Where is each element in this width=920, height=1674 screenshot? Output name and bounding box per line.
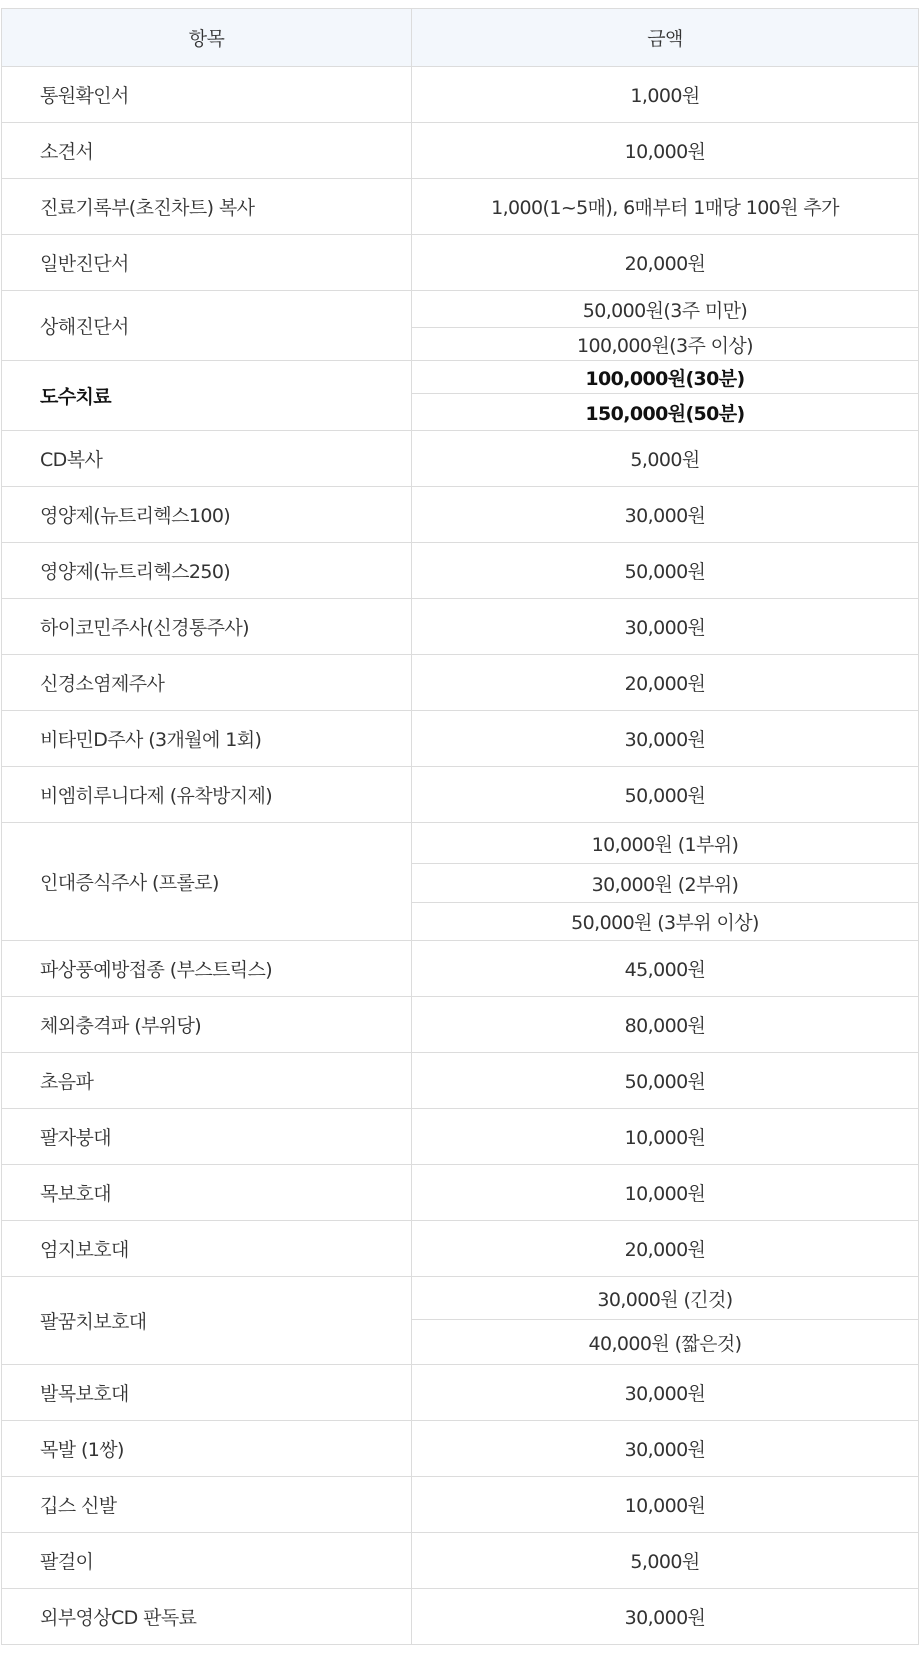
item-cell: 팔걸이 <box>2 1533 412 1589</box>
price-cell: 80,000원 <box>412 997 919 1053</box>
price-cell: 10,000원 (1부위) <box>412 823 919 864</box>
item-cell: 하이코민주사(신경통주사) <box>2 599 412 655</box>
item-cell: 도수치료 <box>2 361 412 431</box>
price-cell: 100,000원(30분) <box>412 361 919 394</box>
price-cell: 30,000원 <box>412 711 919 767</box>
price-cell: 30,000원 <box>412 1421 919 1477</box>
item-cell: 신경소염제주사 <box>2 655 412 711</box>
price-cell: 5,000원 <box>412 431 919 487</box>
price-cell: 20,000원 <box>412 235 919 291</box>
price-cell: 20,000원 <box>412 1221 919 1277</box>
item-cell: 초음파 <box>2 1053 412 1109</box>
price-cell: 45,000원 <box>412 941 919 997</box>
table-row <box>2 1053 919 1109</box>
table-row <box>2 1589 919 1645</box>
table-row <box>2 1365 919 1421</box>
item-cell: 통원확인서 <box>2 67 412 123</box>
header-price: 금액 <box>412 9 919 67</box>
item-cell: 목발 (1쌍) <box>2 1421 412 1477</box>
table-row <box>2 1277 919 1320</box>
price-cell: 50,000원 <box>412 543 919 599</box>
table-row <box>2 1421 919 1477</box>
table-row <box>2 1109 919 1165</box>
item-cell: 엄지보호대 <box>2 1221 412 1277</box>
price-cell: 30,000원 (2부위) <box>412 864 919 903</box>
item-cell: 진료기록부(초진차트) 복사 <box>2 179 412 235</box>
price-cell: 20,000원 <box>412 655 919 711</box>
table-row <box>2 711 919 767</box>
table-row <box>2 123 919 179</box>
item-cell: 상해진단서 <box>2 291 412 361</box>
price-cell: 10,000원 <box>412 123 919 179</box>
price-cell: 10,000원 <box>412 1165 919 1221</box>
price-cell: 50,000원 (3부위 이상) <box>412 903 919 941</box>
fee-table <box>1 8 919 1645</box>
price-cell: 30,000원 (긴것) <box>412 1277 919 1320</box>
price-cell: 30,000원 <box>412 1365 919 1421</box>
table-row <box>2 487 919 543</box>
price-cell: 10,000원 <box>412 1477 919 1533</box>
price-cell: 30,000원 <box>412 1589 919 1645</box>
table-header-row <box>2 9 919 67</box>
price-cell: 50,000원 <box>412 767 919 823</box>
item-cell: 발목보호대 <box>2 1365 412 1421</box>
price-cell: 150,000원(50분) <box>412 394 919 431</box>
table-row <box>2 179 919 235</box>
item-cell: 팔꿈치보호대 <box>2 1277 412 1365</box>
item-cell: 일반진단서 <box>2 235 412 291</box>
table-row <box>2 67 919 123</box>
table-row <box>2 997 919 1053</box>
item-cell: 체외충격파 (부위당) <box>2 997 412 1053</box>
table-row <box>2 1165 919 1221</box>
price-cell: 50,000원 <box>412 1053 919 1109</box>
table-row <box>2 1533 919 1589</box>
table-row <box>2 235 919 291</box>
header-item: 항목 <box>2 9 412 67</box>
table-row <box>2 823 919 864</box>
item-cell: 비엠히루니다제 (유착방지제) <box>2 767 412 823</box>
table-row <box>2 543 919 599</box>
price-cell: 1,000원 <box>412 67 919 123</box>
table-row <box>2 941 919 997</box>
item-cell: 파상풍예방접종 (부스트릭스) <box>2 941 412 997</box>
table-row <box>2 431 919 487</box>
item-cell: 영양제(뉴트리헥스250) <box>2 543 412 599</box>
item-cell: 외부영상CD 판독료 <box>2 1589 412 1645</box>
table-row <box>2 1477 919 1533</box>
table-row <box>2 655 919 711</box>
price-cell: 1,000(1~5매), 6매부터 1매당 100원 추가 <box>412 179 919 235</box>
price-cell: 10,000원 <box>412 1109 919 1165</box>
table-row <box>2 767 919 823</box>
table-row <box>2 599 919 655</box>
price-cell: 30,000원 <box>412 599 919 655</box>
table-row <box>2 291 919 328</box>
item-cell: 소견서 <box>2 123 412 179</box>
item-cell: 영양제(뉴트리헥스100) <box>2 487 412 543</box>
item-cell: 목보호대 <box>2 1165 412 1221</box>
item-cell: 인대증식주사 (프롤로) <box>2 823 412 941</box>
price-cell: 30,000원 <box>412 487 919 543</box>
price-cell: 5,000원 <box>412 1533 919 1589</box>
item-cell: 깁스 신발 <box>2 1477 412 1533</box>
price-cell: 50,000원(3주 미만) <box>412 291 919 328</box>
table-row <box>2 361 919 394</box>
table-row <box>2 1221 919 1277</box>
item-cell: CD복사 <box>2 431 412 487</box>
item-cell: 비타민D주사 (3개월에 1회) <box>2 711 412 767</box>
item-cell: 팔자붕대 <box>2 1109 412 1165</box>
price-cell: 40,000원 (짧은것) <box>412 1320 919 1365</box>
price-cell: 100,000원(3주 이상) <box>412 328 919 361</box>
